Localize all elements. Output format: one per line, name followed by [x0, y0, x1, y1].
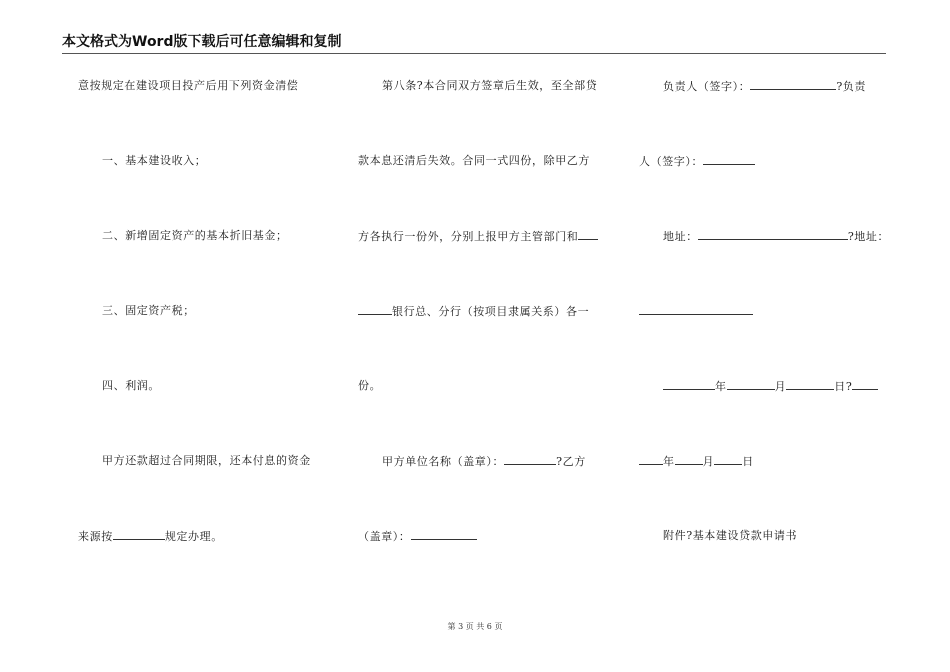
col1-line-4: 三、固定资产税；	[102, 304, 195, 317]
fill-blank	[675, 454, 703, 465]
col2-line-7	[358, 529, 477, 544]
col1-line-3: 二、新增固定资产的基本折旧基金；	[102, 229, 288, 242]
col2-line-7-text: （盖章）：	[358, 530, 411, 543]
col2-line-1: 第八条?本合同双方签章后生效，至全部贷	[382, 79, 598, 92]
col3-line-6-month: 月	[702, 455, 715, 468]
col2-line-3-text: 方各执行一份外，分别上报甲方主管部门和	[358, 230, 579, 243]
col2-line-5: 份。	[358, 379, 382, 392]
header-title: 本文格式为Word版下载后可任意编辑和复制	[62, 34, 342, 50]
fill-blank	[358, 304, 392, 315]
col1-line-7	[78, 529, 223, 544]
fill-blank	[852, 379, 878, 390]
fill-blank	[639, 304, 753, 315]
col3-line-6-day: 日	[742, 455, 754, 468]
fill-blank	[663, 379, 715, 390]
col3-line-3-suffix: ?地址：	[847, 230, 890, 243]
col3-line-2-text: 人（签字）：	[639, 155, 704, 168]
col3-line-2	[639, 154, 755, 169]
col3-line-1-suffix: ?负责	[836, 80, 867, 93]
col2-line-6-suffix: ?乙方	[556, 455, 586, 468]
col3-line-3-prefix: 地址：	[663, 230, 698, 243]
col1-line-6: 甲方还款超过合同期限，还本付息的资金	[102, 454, 311, 467]
col1-line-5: 四、利润。	[102, 379, 160, 392]
document-header	[62, 34, 886, 54]
col2-line-3	[358, 229, 598, 244]
fill-blank	[639, 454, 663, 465]
col3-line-6-year: 年	[663, 455, 675, 468]
col3-line-5-year: 年	[715, 380, 727, 393]
col1-line-1: 意按规定在建设项目投产后用下列资金清偿	[78, 79, 299, 92]
fill-blank	[786, 379, 834, 390]
fill-blank	[714, 454, 742, 465]
col3-line-7: 附件?基本建设贷款申请书	[663, 529, 798, 542]
col3-line-3	[663, 229, 889, 244]
col3-line-6	[639, 454, 754, 469]
fill-blank	[578, 229, 598, 240]
col3-line-4	[639, 304, 753, 319]
col2-line-2: 款本息还清后失效。合同一式四份，除甲乙方	[358, 154, 590, 167]
col2-line-6-prefix: 甲方单位名称（盖章）：	[382, 455, 505, 468]
col3-line-1-prefix: 负责人（签字）：	[663, 80, 751, 93]
fill-blank	[698, 229, 848, 240]
page-number: 第 3 页 共 6 页	[447, 622, 503, 631]
col3-line-1	[663, 79, 866, 94]
fill-blank	[411, 529, 477, 540]
col1-line-7-suffix: 规定办理。	[164, 530, 223, 543]
col2-line-4	[358, 304, 589, 319]
fill-blank	[504, 454, 556, 465]
col1-line-2: 一、基本建设收入；	[102, 154, 207, 167]
col3-line-5-month: 月	[774, 380, 787, 393]
col3-line-5	[663, 379, 878, 394]
col1-line-7-prefix: 来源按	[78, 530, 113, 543]
col2-line-4-text: 银行总、分行（按项目隶属关系）各一	[392, 305, 590, 318]
fill-blank	[727, 379, 775, 390]
col2-line-6	[382, 454, 586, 469]
fill-blank	[750, 79, 836, 90]
col3-line-5-day: 日?	[834, 380, 853, 393]
fill-blank	[703, 154, 755, 165]
fill-blank	[113, 529, 165, 540]
